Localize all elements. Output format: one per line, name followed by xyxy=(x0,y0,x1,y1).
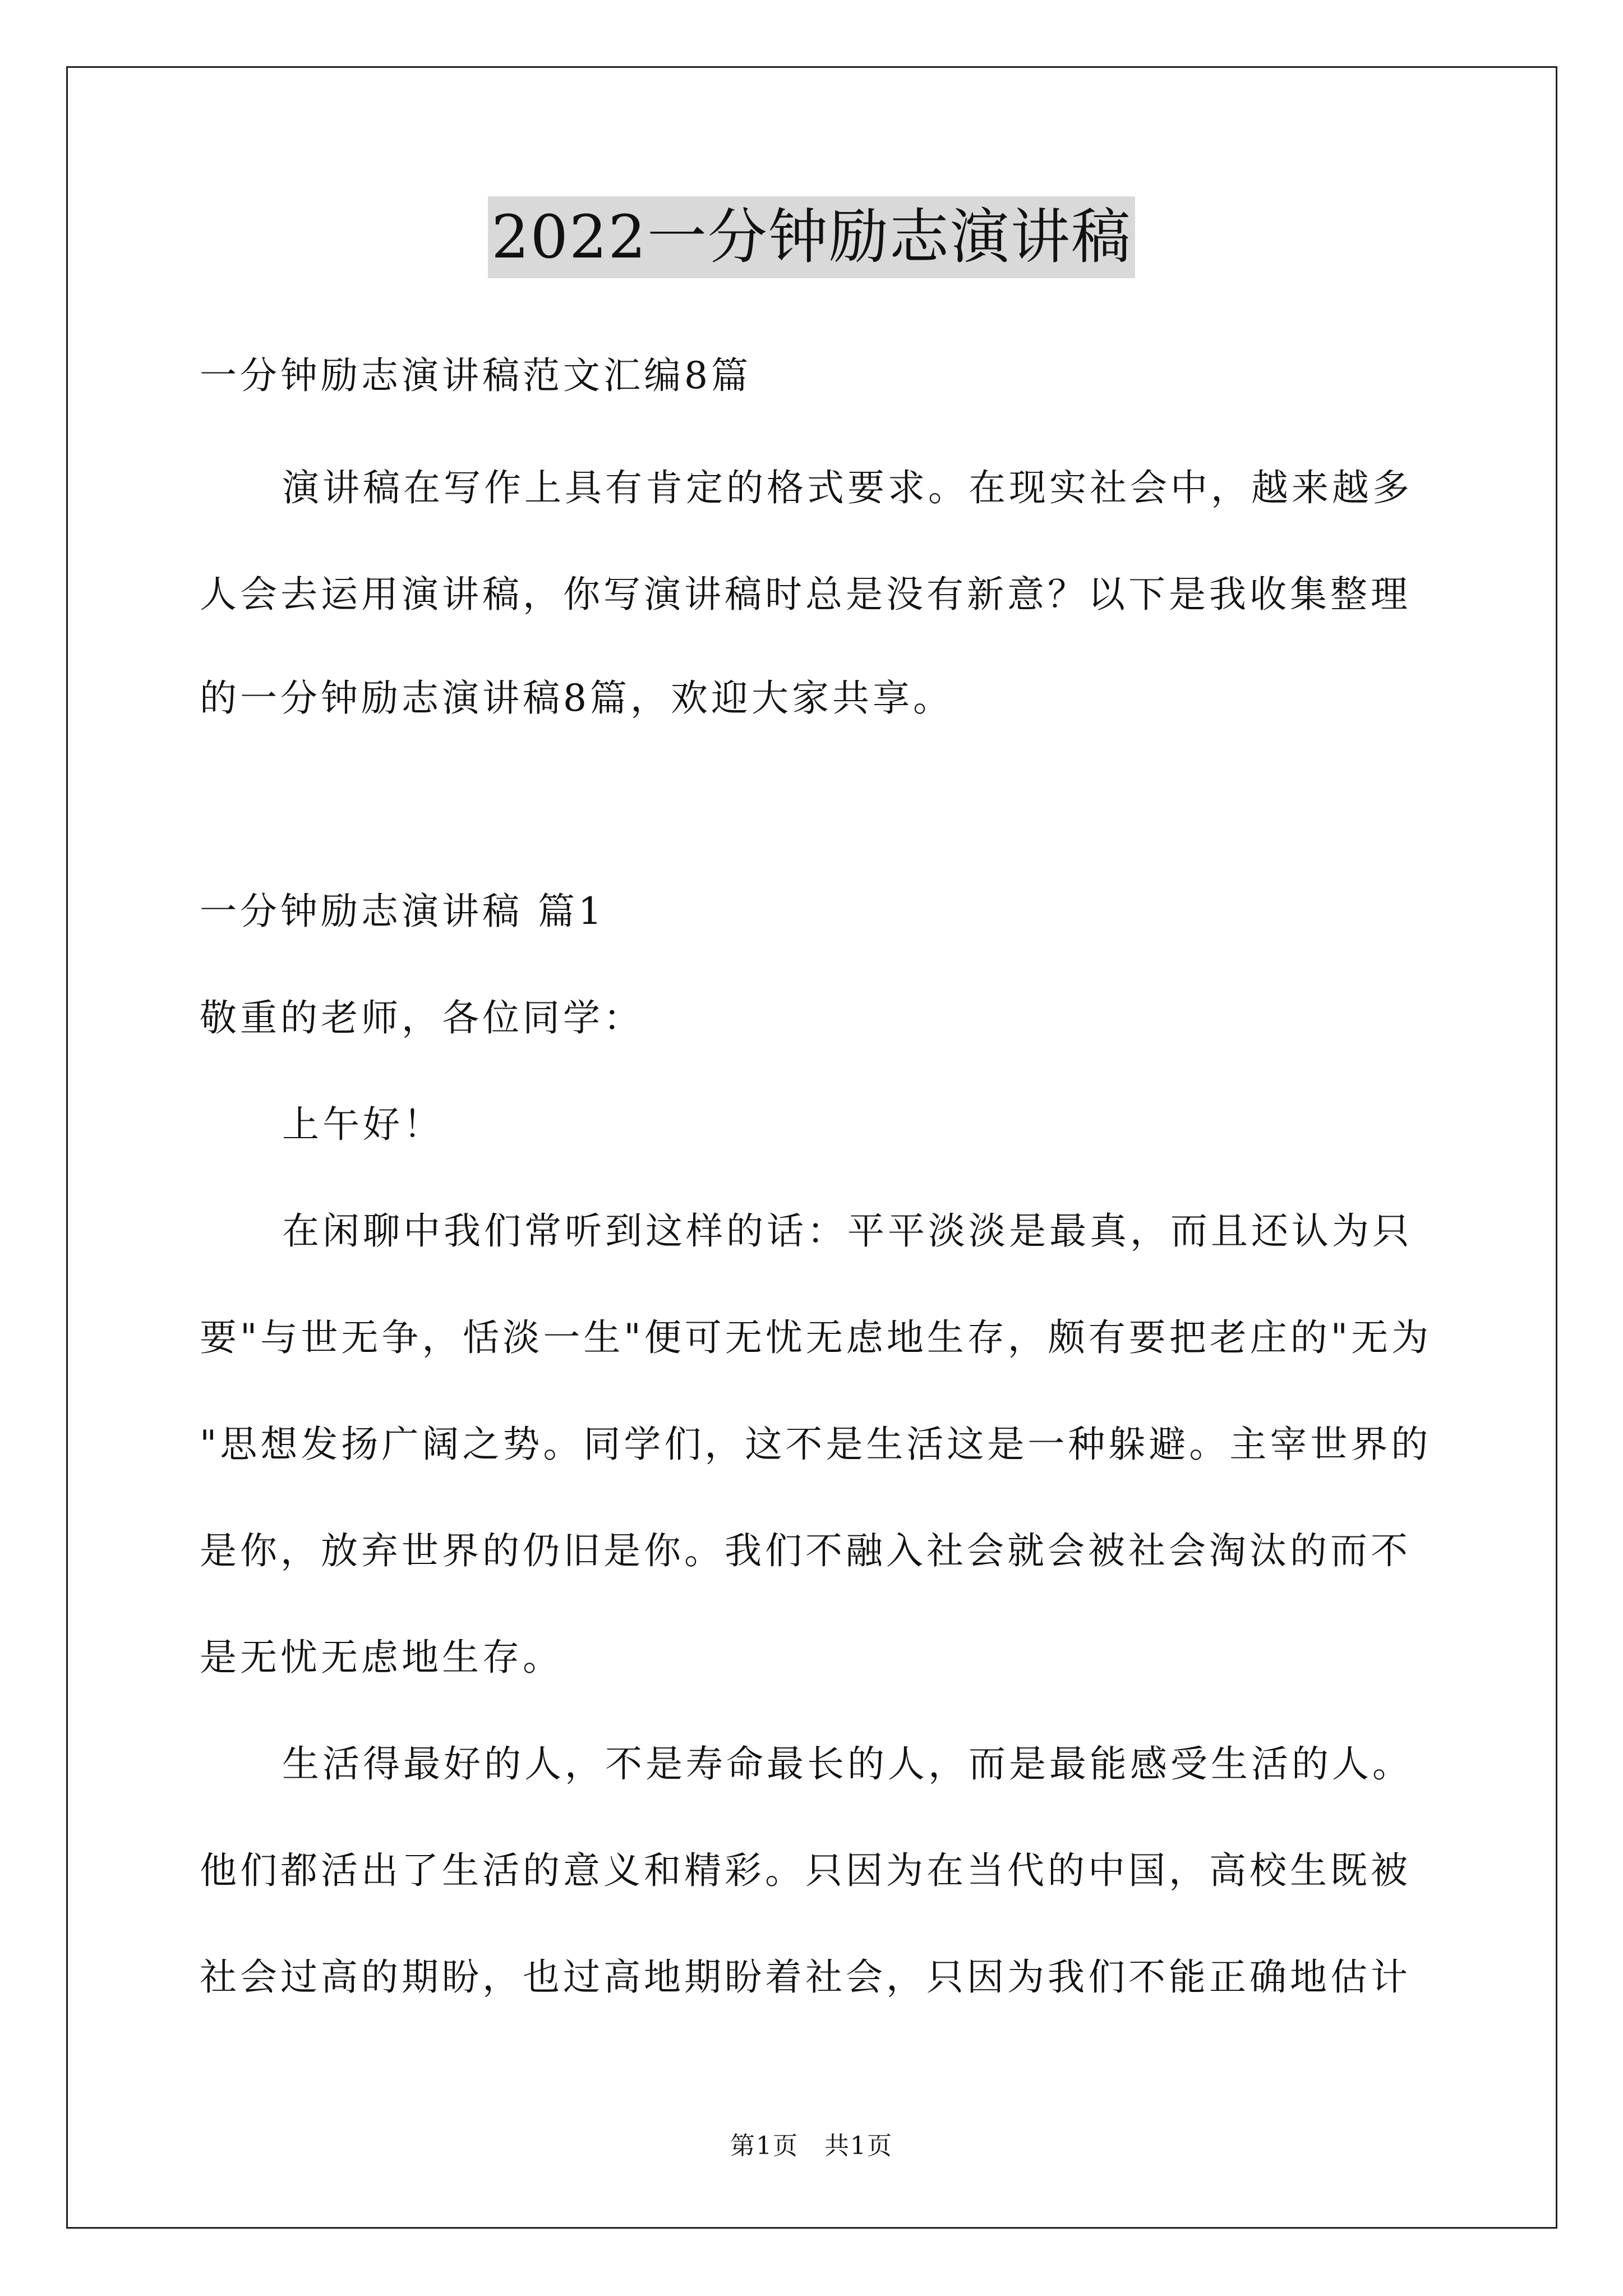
greeting: 上午好！ xyxy=(282,1103,444,1146)
paragraph2-line-1: 生活得最好的人，不是寿命最长的人，而是最能感受生活的人。 xyxy=(282,1742,1413,1786)
intro-line-3: 的一分钟励志演讲稿8篇，欢迎大家共享。 xyxy=(200,677,953,720)
paragraph1-line-1: 在闲聊中我们常听到这样的话：平平淡淡是最真，而且还认为只 xyxy=(282,1209,1413,1253)
intro-line-2: 人会去运用演讲稿，你写演讲稿时总是没有新意？以下是我收集整理 xyxy=(200,573,1411,616)
paragraph2-line-2: 他们都活出了生活的意义和精彩。只因为在当代的中国，高校生既被 xyxy=(200,1849,1411,1892)
paragraph1-line-4: 是你，放弃世界的仍旧是你。我们不融入社会就会被社会淘汰的而不 xyxy=(200,1529,1411,1572)
intro-line-1: 演讲稿在写作上具有肯定的格式要求。在现实社会中，越来越多 xyxy=(282,466,1413,509)
document-subtitle: 一分钟励志演讲稿范文汇编8篇 xyxy=(200,354,751,397)
document-title: 2022一分钟励志演讲稿 xyxy=(488,196,1135,278)
page-footer: 第1页 共1页 xyxy=(730,2132,893,2160)
paragraph1-line-3: "思想发扬广阔之势。同学们，这不是生活这是一种躲避。主宰世界的 xyxy=(200,1423,1432,1466)
section-heading: 一分钟励志演讲稿 篇1 xyxy=(200,890,605,933)
paragraph1-line-5: 是无忧无虑地生存。 xyxy=(200,1636,563,1679)
salutation: 敬重的老师，各位同学： xyxy=(200,996,644,1039)
paragraph1-line-2: 要"与世无争，恬淡一生"便可无忧无虑地生存，颇有要把老庄的"无为 xyxy=(200,1316,1432,1359)
title-container xyxy=(0,196,1623,278)
paragraph2-line-3: 社会过高的期盼，也过高地期盼着社会，只因为我们不能正确地估计 xyxy=(200,1955,1411,1999)
